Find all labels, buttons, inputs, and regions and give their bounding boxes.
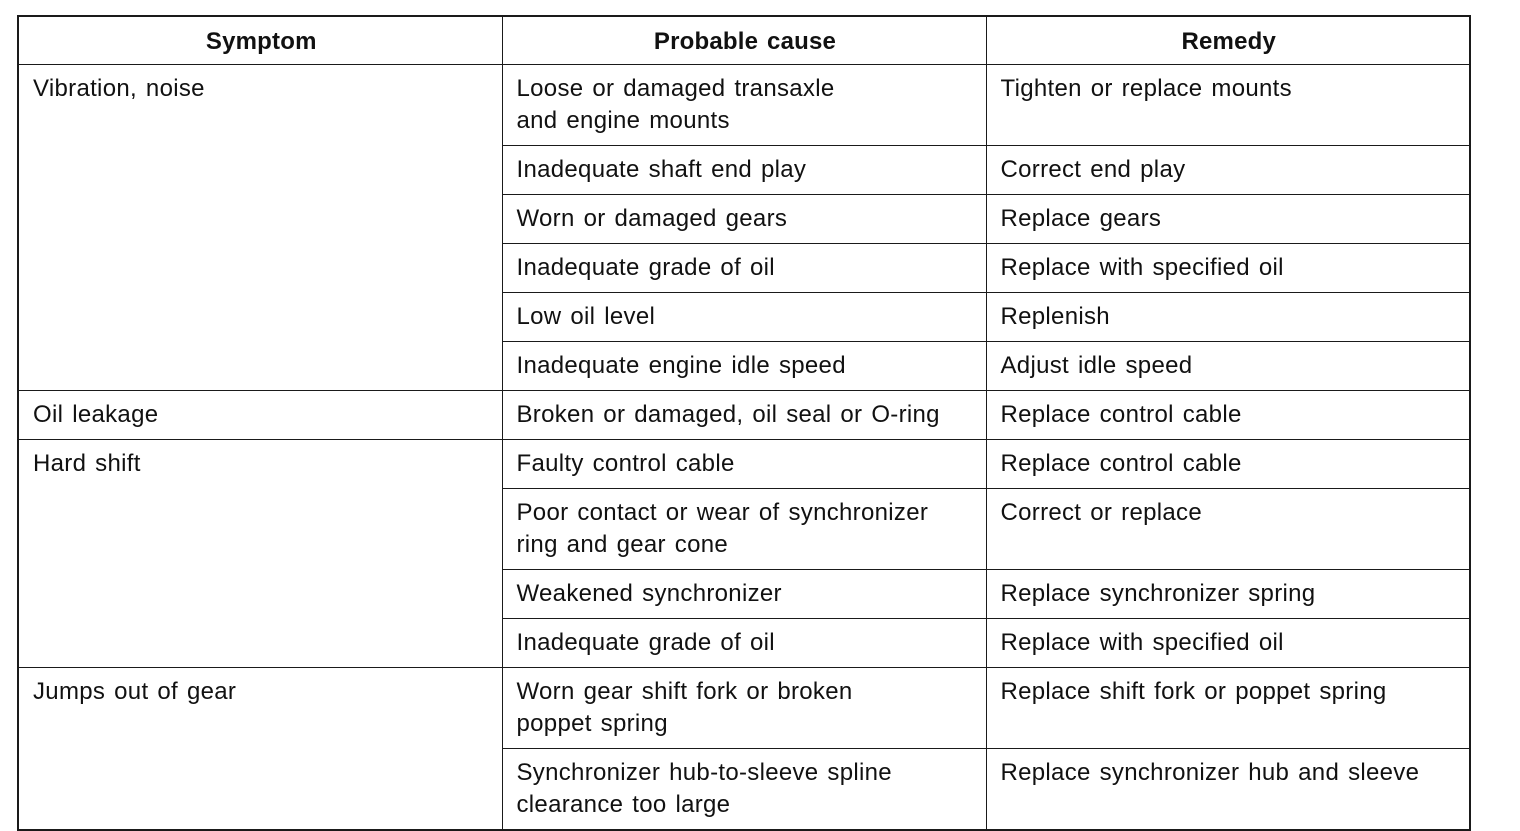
header-remedy: Remedy (986, 16, 1470, 65)
remedy-cell: Replace synchronizer spring (986, 570, 1470, 619)
remedy-cell: Replace control cable (986, 440, 1470, 489)
remedy-cell: Tighten or replace mounts (986, 65, 1470, 146)
probable-cause-cell: Worn or damaged gears (502, 195, 986, 244)
probable-cause-cell: Faulty control cable (502, 440, 986, 489)
remedy-cell: Correct end play (986, 146, 1470, 195)
probable-cause-cell: Low oil level (502, 293, 986, 342)
symptom-cell: Oil leakage (18, 391, 502, 440)
symptom-cell: Vibration, noise (18, 65, 502, 391)
probable-cause-cell: Inadequate grade of oil (502, 244, 986, 293)
header-row (18, 16, 1470, 65)
probable-cause-cell: Broken or damaged, oil seal or O-ring (502, 391, 986, 440)
probable-cause-cell: Poor contact or wear of synchronizer ring and gear cone (502, 489, 986, 570)
probable-cause-cell: Loose or damaged transaxle and engine mounts (502, 65, 986, 146)
table-body (18, 65, 1470, 831)
remedy-cell: Replace with specified oil (986, 244, 1470, 293)
troubleshooting-table (17, 15, 1471, 831)
remedy-cell: Replenish (986, 293, 1470, 342)
probable-cause-cell: Inadequate grade of oil (502, 619, 986, 668)
probable-cause-cell: Synchronizer hub-to-sleeve spline clearance too large (502, 749, 986, 831)
remedy-cell: Correct or replace (986, 489, 1470, 570)
table-row (18, 391, 1470, 440)
remedy-cell: Replace synchronizer hub and sleeve (986, 749, 1470, 831)
header-symptom: Symptom (18, 16, 502, 65)
probable-cause-cell: Inadequate shaft end play (502, 146, 986, 195)
table-row (18, 668, 1470, 749)
remedy-cell: Replace gears (986, 195, 1470, 244)
table-row (18, 65, 1470, 146)
remedy-cell: Adjust idle speed (986, 342, 1470, 391)
symptom-cell: Jumps out of gear (18, 668, 502, 831)
probable-cause-cell: Weakened synchronizer (502, 570, 986, 619)
symptom-cell: Hard shift (18, 440, 502, 668)
remedy-cell: Replace control cable (986, 391, 1470, 440)
remedy-cell: Replace with specified oil (986, 619, 1470, 668)
table-row (18, 440, 1470, 489)
remedy-cell: Replace shift fork or poppet spring (986, 668, 1470, 749)
probable-cause-cell: Inadequate engine idle speed (502, 342, 986, 391)
header-probable-cause: Probable cause (502, 16, 986, 65)
probable-cause-cell: Worn gear shift fork or broken poppet spring (502, 668, 986, 749)
